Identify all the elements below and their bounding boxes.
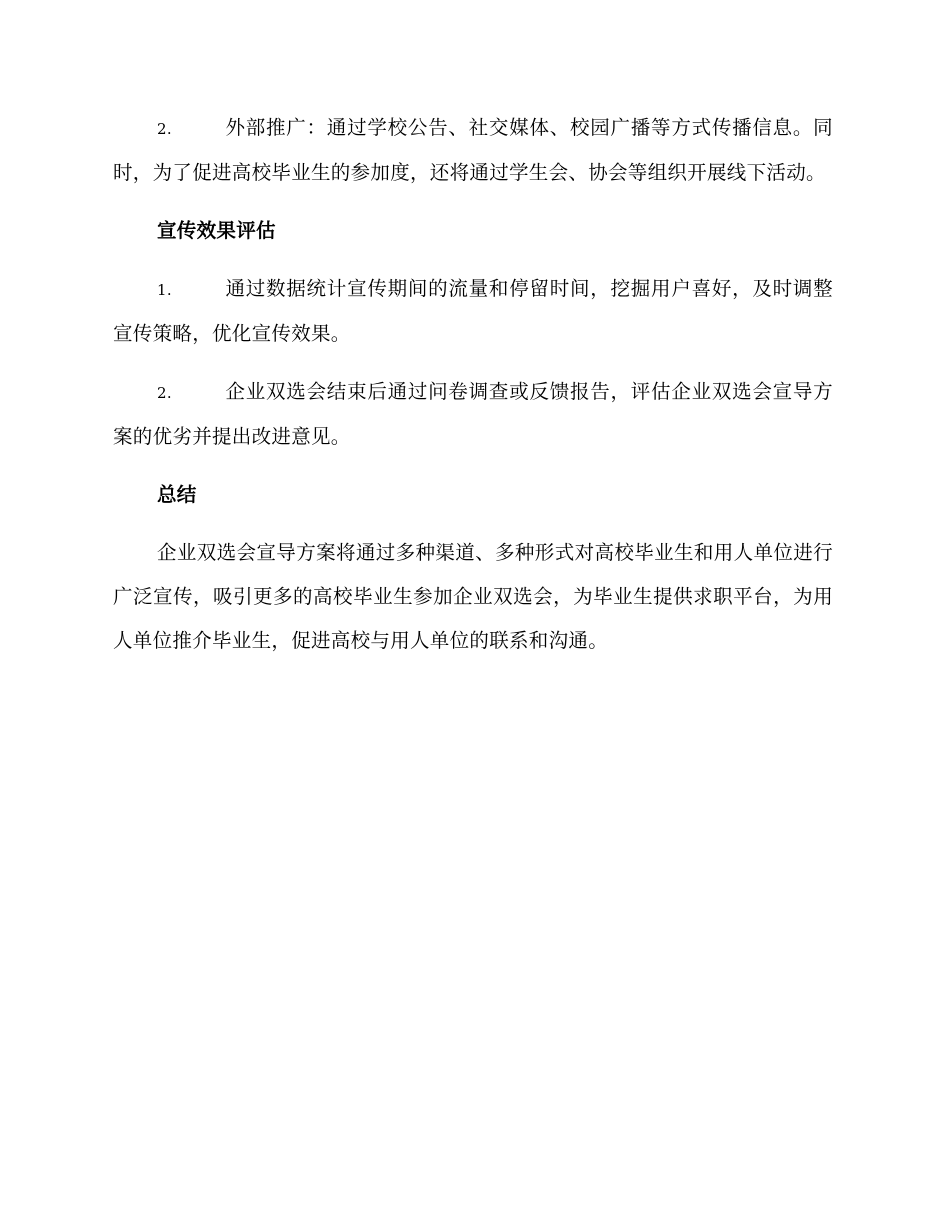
document-body — [113, 106, 833, 677]
list-item-data-statistics — [113, 267, 833, 356]
list-item-external-promotion — [113, 106, 833, 195]
list-item-text: 外部推广：通过学校公告、社交媒体、校园广播等方式传播信息。同时，为了促进高校毕业生的参加度，还将通过学生会、协会等组织开展线下活动。 — [113, 116, 833, 184]
list-number: 2. — [157, 384, 172, 402]
list-item-feedback — [113, 370, 833, 459]
list-number: 2. — [157, 120, 172, 138]
list-item-text: 企业双选会结束后通过问卷调查或反馈报告，评估企业双选会宣导方案的优劣并提出改进意见。 — [113, 380, 833, 448]
list-number: 1. — [157, 281, 172, 299]
list-item-text: 通过数据统计宣传期间的流量和停留时间，挖掘用户喜好，及时调整宣传策略，优化宣传效果。 — [113, 277, 833, 345]
section-heading-evaluation: 宣传效果评估 — [157, 219, 276, 242]
summary-paragraph: 企业双选会宣导方案将通过多种渠道、多种形式对高校毕业生和用人单位进行广泛宣传，吸引更多的高校毕业生参加企业双选会，为毕业生提供求职平台，为用人单位推介毕业生，促进高校与用人单位的联系和沟通。 — [113, 541, 833, 652]
section-heading-summary: 总结 — [157, 483, 197, 506]
